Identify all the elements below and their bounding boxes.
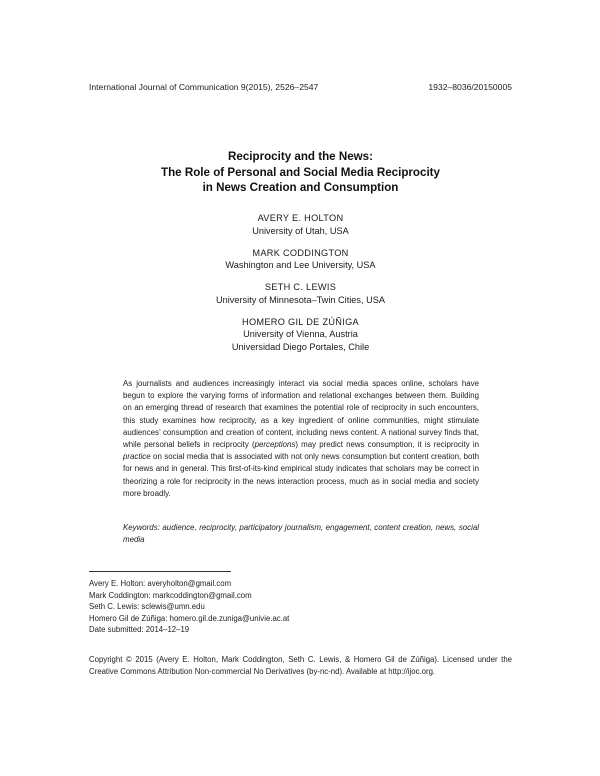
author-affiliation: University of Vienna, Austria bbox=[243, 329, 358, 339]
journal-citation: International Journal of Communication 9(2015), 2526–2547 bbox=[89, 82, 319, 92]
abstract-emphasis: perceptions bbox=[254, 440, 296, 450]
abstract-text: on social media that is associated with not only news consumption but content creation, both for news and in general. This first-of-its-kind empirical study indicates that scholars may be correct in theorizing a role for reciprocity in the news interaction process, much as in social media and society more broadly. bbox=[123, 452, 479, 498]
footnote-divider bbox=[89, 571, 231, 572]
copyright-notice: Copyright © 2015 (Avery E. Holton, Mark Coddington, Seth C. Lewis, & Homero Gil de Zúñiga). Licensed under the Creative Commons Attribution Non-commercial No Derivatives (by-nc-nd). Available at http://ijoc.org. bbox=[89, 655, 512, 676]
title-line-3: in News Creation and Consumption bbox=[202, 181, 399, 194]
issn-code: 1932–8036/20150005 bbox=[428, 82, 512, 92]
title-line-1: Reciprocity and the News: bbox=[228, 150, 373, 163]
abstract bbox=[123, 378, 479, 500]
author-block bbox=[89, 212, 512, 237]
author-affiliation-secondary: Universidad Diego Portales, Chile bbox=[231, 341, 370, 352]
author-name: MARK CODDINGTON bbox=[252, 247, 349, 258]
keywords: Keywords: audience, reciprocity, participatory journalism, engagement, content creation, news, social media bbox=[123, 523, 479, 545]
contact-line: Homero Gil de Zúñiga: homero.gil.de.zuniga@univie.ac.at bbox=[89, 613, 290, 623]
author-contacts bbox=[89, 578, 512, 636]
title-line-2: The Role of Personal and Social Media Reciprocity bbox=[161, 165, 440, 179]
author-list bbox=[89, 212, 512, 363]
author-name: SETH C. LEWIS bbox=[264, 282, 337, 292]
contact-line: Seth C. Lewis: sclewis@umn.edu bbox=[89, 602, 205, 612]
running-header bbox=[89, 82, 512, 92]
author-affiliation: University of Minnesota–Twin Cities, USA bbox=[215, 294, 385, 305]
abstract-emphasis: practice bbox=[123, 452, 151, 462]
author-affiliation: Washington and Lee University, USA bbox=[225, 260, 376, 270]
paper-title bbox=[89, 149, 512, 196]
date-submitted: Date submitted: 2014–12–19 bbox=[89, 625, 190, 635]
author-block bbox=[89, 316, 512, 354]
abstract-text: ) may predict news consumption, it is reciprocity in bbox=[295, 440, 479, 450]
author-name: AVERY E. HOLTON bbox=[257, 213, 344, 223]
author-affiliation: University of Utah, USA bbox=[252, 225, 349, 236]
author-block bbox=[89, 281, 512, 306]
contact-line: Mark Coddington: markcoddington@gmail.com bbox=[89, 590, 252, 600]
contact-line: Avery E. Holton: averyholton@gmail.com bbox=[89, 579, 232, 588]
author-block bbox=[89, 247, 512, 272]
author-name: HOMERO GIL DE ZÚÑIGA bbox=[242, 316, 359, 327]
abstract-text: As journalists and audiences increasingly interact via social media spaces online, scholars have begun to explore the varying forms of information and relational exchanges between them. Building on an emerging thread of research that examines the potential role of reciprocity in such encounters, this study examines how reciprocity, as a key ingredient of online communities, might stimulate audiences’ consumption and creation of content, including news content. A national survey finds that, while personal beliefs in reciprocity ( bbox=[123, 379, 479, 450]
